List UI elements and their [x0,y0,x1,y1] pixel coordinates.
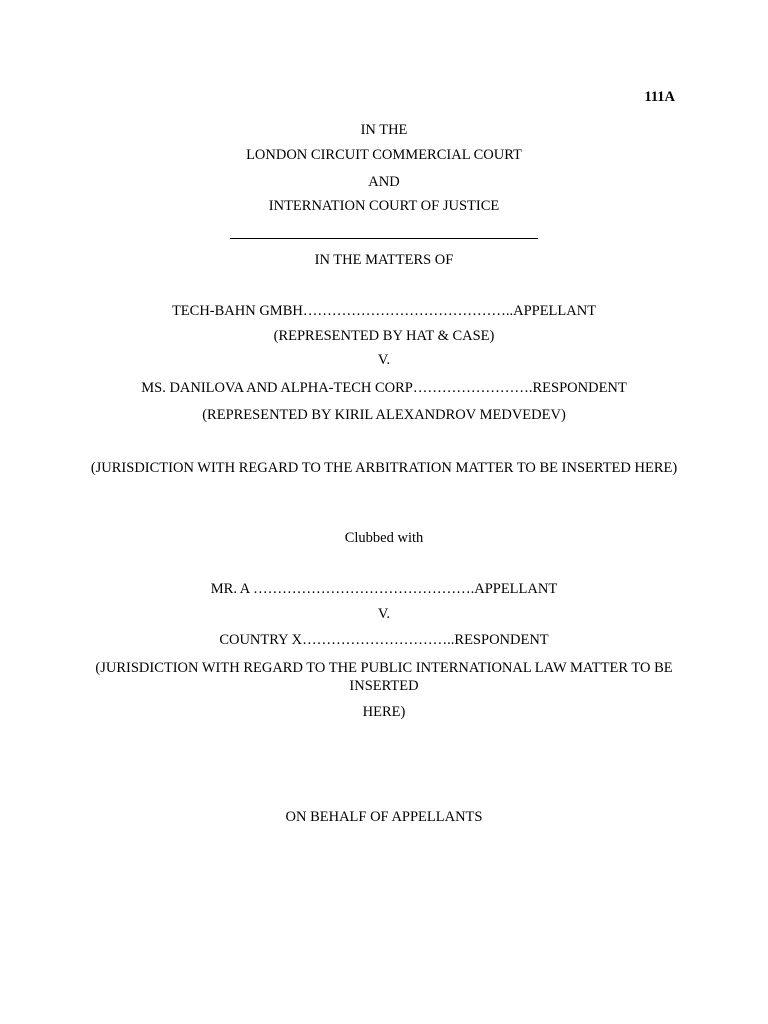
court-name-london: LONDON CIRCUIT COMMERCIAL COURT [246,147,522,163]
case1-jurisdiction: (JURISDICTION WITH REGARD TO THE ARBITRATION MATTER TO BE INSERTED HERE) [90,460,678,476]
case2-jurisdiction: (JURISDICTION WITH REGARD TO THE PUBLIC INTERNATIONAL LAW MATTER TO BE INSERTED [95,660,673,694]
header-and: AND [368,174,400,190]
case1-versus: V. [377,352,391,368]
case2-appellant: MR. A ……………………………………….APPELLANT [210,581,558,597]
in-the-matters-of: IN THE MATTERS OF [314,252,454,268]
on-behalf-of-appellants: ON BEHALF OF APPELLANTS [285,809,483,825]
case1-respondent: MS. DANILOVA AND ALPHA-TECH CORP…………………….RESPONDENT [141,380,627,396]
case1-appellant: TECH-BAHN GMBH……………………………………..APPELLANT [171,303,597,319]
case2-respondent: COUNTRY X…………………………..RESPONDENT [219,632,549,648]
case1-appellant-representation: (REPRESENTED BY HAT & CASE) [273,328,495,344]
header-in-the: IN THE [360,122,408,138]
case2-versus: V. [377,606,391,622]
court-name-international: INTERNATION COURT OF JUSTICE [268,198,500,214]
case1-respondent-representation: (REPRESENTED BY KIRIL ALEXANDROV MEDVEDEV) [202,407,566,423]
case2-jurisdiction-end: HERE) [362,704,406,720]
document-code: 111A [644,89,675,105]
clubbed-with: Clubbed with [344,530,424,546]
divider-line [230,238,538,239]
